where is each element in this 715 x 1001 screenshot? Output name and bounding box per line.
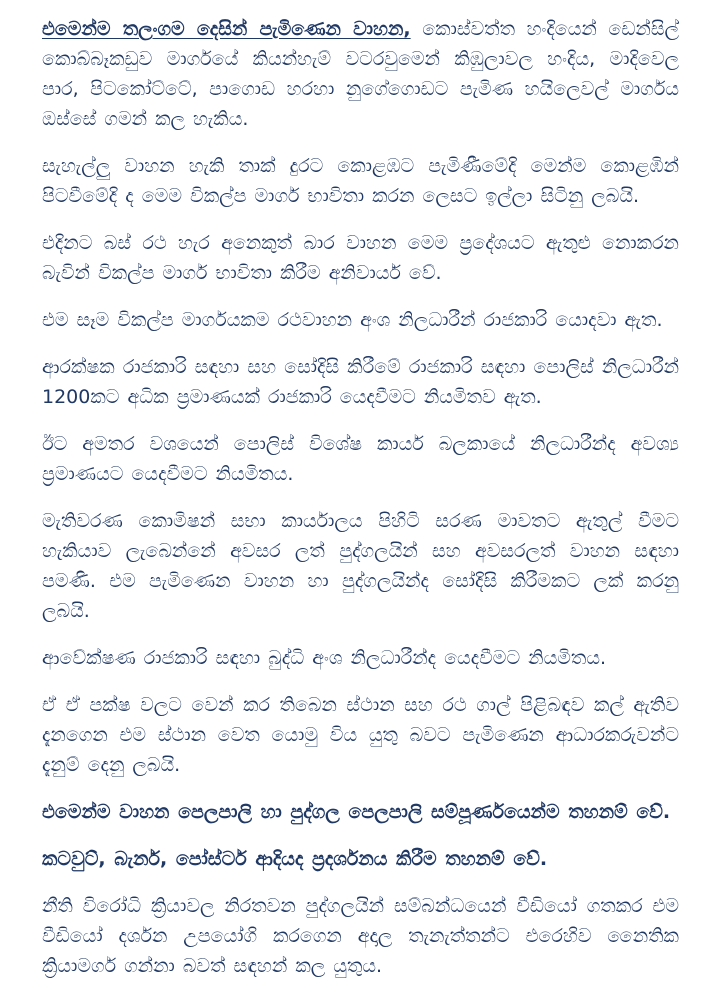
paragraph-police-officers-1200: ආරක්ෂක රාජකාරි සඳහා සහ සෝදිසි කිරීමේ රාජකාරි සඳහා පොලිස් නිලධාරීන් 1200කට අධික ප්‍රමාණයක් රාජකාරි යෙදවීමට නියමිතව ඇත. bbox=[42, 356, 679, 408]
paragraph-traffic-officers-deployed: එම සෑම විකල්ප මාර්ගයකම රථවාහන අංශ නිලධාරීන් රාජකාරි යොදවා ඇත. bbox=[42, 309, 663, 331]
paragraph-vehicles-from-thalangama bbox=[42, 14, 679, 134]
paragraph-video-legal-action: නීති විරෝධි ක්‍රියාවල නිරතවන පුද්ගලයින් සම්බන්ධයෙන් වීඩියෝ ගතකර එම වීඩියෝ දර්ශන උපයෝගි කරගෙන අදාල තැනැත්තන්ට එරෙහිව නෛතික ක්‍රියාමර්ග ගන්නා බවත් සඳහන් කල යුතුය. bbox=[42, 895, 679, 977]
paragraph-intelligence-officers: ආවේක්ෂණ රාජකාරි සඳහා බුද්ධි අංශ නිලධාරීන්ද යෙදවීමට නියමිතය. bbox=[42, 647, 607, 669]
paragraph-cutouts-banners-posters-banned: කටවුට්, බැනර්, පෝස්ටර් ආදියද ප්‍රදර්ශනය කිරීම තහනම් වේ. bbox=[42, 848, 548, 870]
paragraph-lead-bold-underlined: එමෙන්ම තලංගම දෙසින් පැමිණෙන වාහන, bbox=[42, 18, 411, 40]
paragraph-heavy-vehicles-restriction: එදිනට බස් රථ හැර අනෙකුත් බාර වාහන මෙම ප්‍රදේශයට ඇතුළු නොකරන බැවින් විකල්ප මාර්ග භාවිතා කිරීම අනිවාර්ය වේ. bbox=[42, 232, 679, 284]
paragraph-special-task-force: ඊට අමතර වශයෙන් පොලිස් විශේෂ කාර්ය බලකායේ නිලධාරීන්ද අවශ්‍ය ප්‍රමාණයට යෙදවීමට නියමිතය. bbox=[42, 433, 679, 485]
paragraph-processions-banned: එමෙන්ම වාහන පෙලපාලි හා පුද්ගල පෙලපාලි සම්පූර්ණයෙන්ම තහනම් වේ. bbox=[42, 801, 671, 823]
paragraph-election-commission-access: මැතිවරණ කොමිෂන් සභා කාර්යාලය පිහිටි සරණ මාවතට ඇතුල් වීමට හැකියාව ලැබෙන්නේ අවසර ලත් පුද්ගලයින් සහ අවසරලත් වාහන සඳහා පමණි. එම පැමිණෙන වාහන හා පුද්ගලයින්ද සෝදිසි කිරීමකට ලක් කරනු ලබයි. bbox=[42, 510, 679, 622]
paragraph-party-locations-parking: ඒ ඒ පක්ෂ වලට වෙන් කර තිබෙන ස්ථාන සහ රථ ගාල් පිළිබඳව කල් ඇතිව දැනගෙන එම ස්ථාන වෙත යොමු විය යුතු බවට පැමිණෙන ආධාරකරුවන්ට දැනුම් දෙනු ලබයි. bbox=[42, 694, 679, 776]
paragraph-lead-rest: කොස්වත්ත හංදියෙන් ඩෙන්සිල් කොබ්බෑකඩුව මාර්ගයේ කියන්හැම් වටරවුමෙන් කිඹුලාවල හංදිය, මාදිවෙල පාර, පිටකෝට්ටේ, පාගොඩ හරහා නුගේගොඩට පැමිණ හයිලෙවල් මාර්ගය ඔස්සේ ගමන් කල හැකිය. bbox=[42, 18, 679, 130]
paragraph-light-vehicles: සැහැල්ලු වාහන හැකි තාක් දුරට කොළඹට පැමිණීමේදි මෙන්ම කොළඹින් පිටවීමේදි ද මෙම විකල්ප මාර්ග භාවිතා කරන ලෙසට ඉල්ලා සිටිනු ලබයි. bbox=[42, 155, 679, 207]
